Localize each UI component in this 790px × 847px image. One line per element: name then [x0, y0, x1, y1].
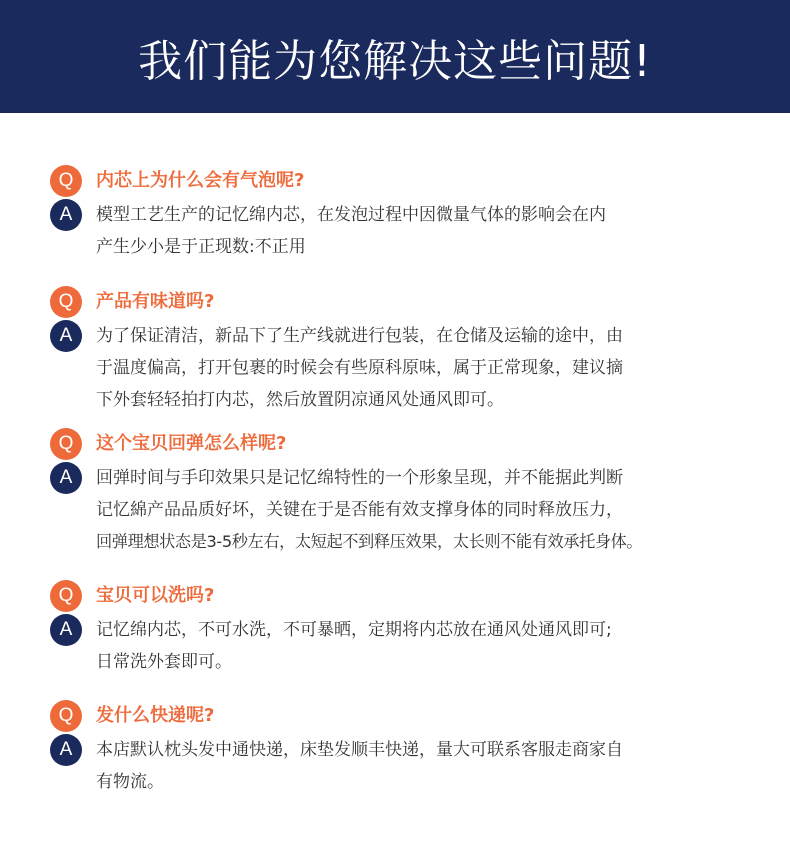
answer-line: 产生少小是于正现数:不正用 — [96, 237, 306, 257]
answer-text — [96, 734, 780, 798]
answer-badge: A — [50, 199, 82, 231]
question-text: 内芯上为什么会有气泡呢? — [96, 170, 305, 191]
question-badge: Q — [50, 165, 82, 197]
page-title: 我们能为您解决这些问题! — [138, 35, 652, 87]
answer-line: 记忆綿产品品质好坏，关键在于是否能有效支撑身体的同时释放压力， — [96, 500, 623, 520]
answer-row — [50, 199, 780, 263]
question-badge: Q — [50, 286, 82, 318]
answer-row — [50, 614, 780, 678]
answer-badge: A — [50, 320, 82, 352]
answer-row — [50, 734, 780, 798]
answer-line: 回弹理想状态是3-5秒左右，太短起不到释压效果，太长则不能有效承托身体。 — [96, 532, 643, 551]
question-row — [50, 430, 780, 458]
faq-item — [50, 167, 780, 263]
faq-item — [50, 582, 780, 678]
answer-badge: A — [50, 462, 82, 494]
answer-row — [50, 320, 780, 416]
answer-text — [96, 614, 780, 678]
answer-line: 日常洗外套即可。 — [96, 652, 232, 672]
question-text: 产品有味道吗? — [96, 291, 215, 312]
answer-line: 模型工艺生产的记忆绵内芯，在发泡过程中因微量气体的影响会在内 — [96, 205, 606, 225]
question-badge: Q — [50, 700, 82, 732]
faq-item — [50, 288, 780, 416]
answer-line: 下外套轻轻拍打内芯，然后放置阴凉通风处通风即可。 — [96, 390, 504, 410]
answer-badge: A — [50, 614, 82, 646]
page-header — [0, 0, 790, 113]
question-row — [50, 288, 780, 316]
answer-text — [96, 199, 780, 263]
faq-item — [50, 702, 780, 798]
question-text: 宝贝可以洗吗? — [96, 585, 215, 606]
answer-line: 有物流。 — [96, 772, 164, 792]
faq-item — [50, 430, 780, 558]
answer-text — [96, 462, 780, 558]
answer-badge: A — [50, 734, 82, 766]
answer-line: 回弹时间与手印效果只是记忆绵特性的一个形象呈现，并不能据此判断 — [96, 468, 623, 488]
question-badge: Q — [50, 580, 82, 612]
answer-row — [50, 462, 780, 558]
answer-line: 为了保证清洁，新品下了生产线就进行包装，在仓储及运输的途中，由 — [96, 326, 623, 346]
question-text: 发什么快递呢? — [96, 705, 215, 726]
answer-line: 记忆绵内芯，不可水洗，不可暴晒，定期将内芯放在通风处通风即可; — [96, 620, 612, 640]
question-text: 这个宝贝回弹怎么样呢? — [96, 433, 287, 454]
question-row — [50, 582, 780, 610]
answer-line: 本店默认枕头发中通快递，床垫发顺丰快递，量大可联系客服走商家自 — [96, 740, 623, 760]
question-row — [50, 167, 780, 195]
answer-text — [96, 320, 780, 416]
answer-line: 于温度偏高，打开包裹的时候会有些原科原味，属于正常现象，建议摘 — [96, 358, 623, 378]
question-row — [50, 702, 780, 730]
question-badge: Q — [50, 428, 82, 460]
